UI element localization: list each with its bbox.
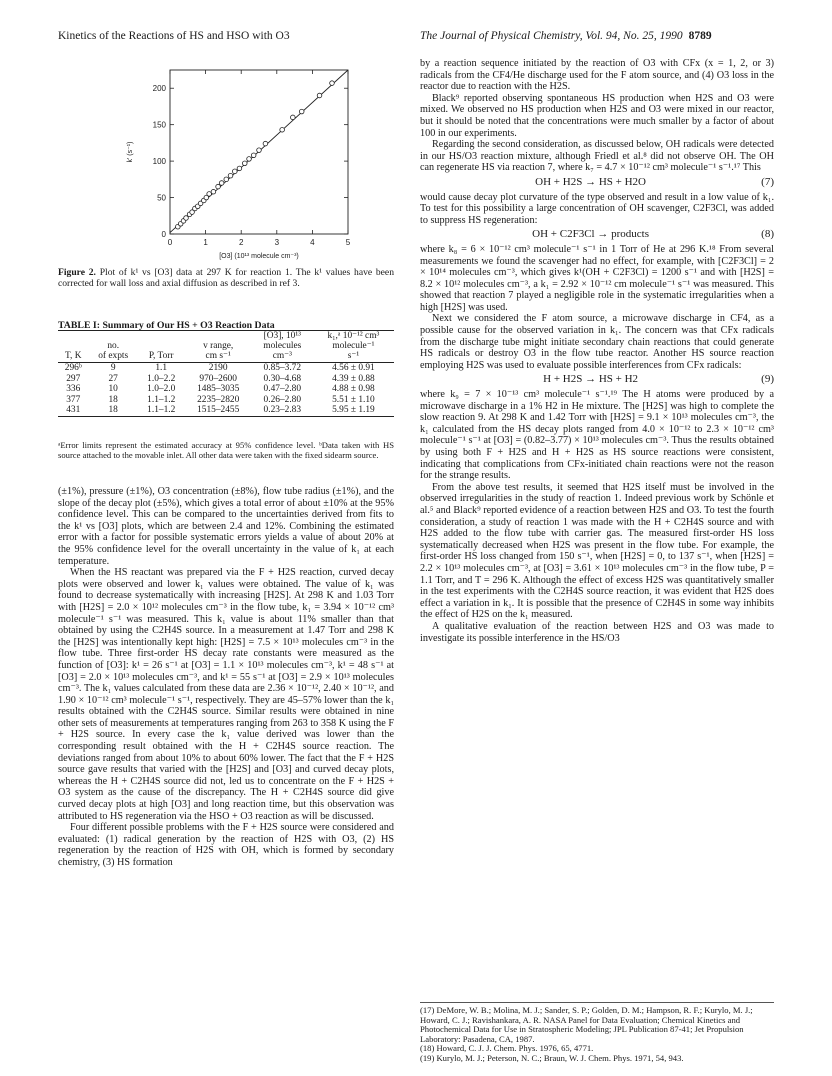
table-header-cell: P, Torr [138, 331, 185, 363]
page-number: 8789 [688, 30, 712, 42]
y-tick-label: 0 [161, 230, 166, 239]
table-cell: 2235–2820 [197, 394, 240, 405]
data-point [224, 177, 229, 182]
table-cell: 1.1 [155, 363, 168, 373]
x-tick-label: 0 [167, 238, 173, 247]
figure-caption [58, 268, 394, 290]
data-point [211, 189, 216, 194]
x-tick-label: 4 [310, 238, 315, 247]
table-cell: 18 [108, 394, 118, 405]
right-column-text [420, 58, 774, 644]
data-point [257, 148, 262, 153]
data-point [228, 173, 233, 178]
table-title: TABLE I: Summary of Our HS + O3 Reaction Data [58, 320, 275, 331]
x-tick-label: 1 [203, 238, 208, 247]
data-point [207, 192, 212, 197]
table-cell: 0.47–2.80 [263, 384, 302, 395]
table-cell: 297 [66, 373, 81, 384]
data-point [184, 216, 189, 221]
table-header-cell: [O3], 10¹³ molecules cm⁻³ [252, 331, 313, 363]
equation-text: H + H2S → HS + H2 [543, 373, 639, 386]
table-header [58, 331, 394, 363]
table-header-cell: k₁,ᵃ 10⁻¹² cm³ molecule⁻¹ s⁻¹ [313, 331, 394, 363]
table-cell: 5.51 ± 1.10 [332, 394, 375, 405]
plot-marks [170, 70, 348, 233]
figure-caption-text: Plot of k¹ vs [O3] data at 297 K for reaction 1. The k¹ values have been corrected for wall loss and axial diffusion as described in ref 3. [58, 267, 394, 289]
x-axis-label: [O3] (10¹³ molecule cm⁻³) [219, 253, 299, 260]
data-point [299, 109, 304, 114]
equation-number: (7) [761, 175, 774, 188]
table-cell: 1.0–2.2 [147, 373, 176, 384]
equation-8 [420, 229, 774, 241]
data-point [251, 153, 256, 158]
paragraph: where k₉ = 7 × 10⁻¹³ cm³ molecule⁻¹ s⁻¹.¹⁹ The H atoms were produced by a microwave discharge in a 1% H2 in He mixture. The [H2S] was high to complete the slow reaction 9. At 298 K and 1.42 Torr with [H2S] = 9.1 × 10¹³ molecules cm⁻³, the k₁ calculated from the HS decay plots ranged from 4.0 × 10⁻¹² to 2.3 × 10⁻¹² cm³ molecule⁻¹ s⁻¹ at [O3] = (0.82–3.77) × 10¹³ molecules cm⁻³. Thus the results obtained by using both F + H2S and H + H2S as HS source reactions were consistent, indicating that complications from CFx-initiated chain reactions were not the reason for the strange results. [420, 389, 774, 482]
references [420, 1002, 774, 1064]
paragraph: Black⁹ reported observing spontaneous HS production when H2S and O3 were mixed. We observed no HS production when H2S and O3 were mixed in our reactor, but it should be noted that the concentrations were much smaller by a factor of about 100 in our experiments. [420, 92, 774, 139]
paragraph: Regarding the second consideration, as discussed below, OH radicals were detected in our HS/O3 reaction mixture, although Friedl et al.⁸ did not observe OH. The OH can regenerate HS via reaction 7, where k₇ = 4.7 × 10⁻¹² cm³ molecule⁻¹ s⁻¹.¹⁷ This [420, 139, 774, 174]
paragraph: Four different possible problems with the F + H2S source were considered and evaluated: (1) radical generation by the reaction of H2S with O3, (2) HS regeneration by the reaction of H2S with OH, which is formed by secondary chemistry, (3) HS formation [58, 822, 394, 868]
paragraph: where k₈ = 6 × 10⁻¹² cm³ molecule⁻¹ s⁻¹ in 1 Torr of He at 296 K.¹⁸ From several measurements we found the scavenger had no effect, for example, with [C2F3Cl] = 2 × 10¹⁴ molecules cm⁻³, which gives k¹(OH + C2F3Cl) = 1200 s⁻¹ and with [H2S] = 8.2 × 10¹² molecules cm⁻³, a k₁ = 2.92 × 10⁻¹² cm molecule⁻¹ s⁻¹ was measured. This showed that reaction 7 played a negligible role in the systematic irregularities when a high [H2S] was used. [420, 243, 774, 313]
table-cell: 2190 [208, 363, 228, 373]
table-header-cell: no. of expts [88, 331, 137, 363]
journal-name: The Journal of Physical Chemistry, Vol. 94, No. 25, 1990 [420, 30, 683, 42]
running-title: Kinetics of the Reactions of HS and HSO with O3 [58, 30, 290, 42]
equation-text: OH + C2F3Cl → products [532, 228, 649, 241]
data-point [330, 81, 335, 86]
table-cell: 1.0–2.0 [147, 384, 176, 395]
reference-item: (19) Kurylo, M. J.; Peterson, N. C.; Braun, W. J. Chem. Phys. 1971, 54, 943. [420, 1052, 684, 1063]
data-point [317, 93, 322, 98]
table-cell: 336 [66, 384, 81, 395]
reference-item: (17) DeMore, W. B.; Molina, M. J.; Sander, S. P.; Golden, D. M.; Hampson, R. F.; Kurylo, M. J.; Howard, C. J.; Ravishankara, A. R. NASA Panel for Data Evaluation; Chemical Kinetics and Photochemical Data for Use in Stratospheric Modeling; JPL Publication 87-41; Jet Propulsion Laboratory: Pasadena, CA, 1987. [420, 1005, 753, 1044]
table-row [58, 405, 394, 416]
table-footnote: ᵃError limits represent the estimated accuracy at 95% confidence level. ᵇData taken with HS source attached to the movable inlet. All other data were taken with the fixed sidearm source. [58, 440, 394, 460]
data-point [242, 161, 247, 166]
table-cell: 970–2600 [199, 373, 237, 384]
table-header-cell: T, K [58, 331, 88, 363]
paragraph: Next we considered the F atom source, a microwave discharge in CF4, as a possible cause for the observed variation in k₁. The concern was that CFx radicals from the discharge tube might initiate secondary chain reactions that could generate HS radicals or destroy O3 in the flow tube reactor. Another HS source reaction employing H2S was used to evaluate possible interferences from CFx radicals: [420, 313, 774, 371]
table-cell: 0.85–3.72 [263, 363, 302, 373]
x-tick-label: 2 [238, 238, 244, 247]
data-point [280, 127, 285, 132]
data-point [216, 184, 221, 189]
equation-7 [420, 177, 774, 189]
x-tick-label: 3 [274, 238, 280, 247]
table-row [58, 384, 394, 395]
y-axis-label: k' (s⁻¹) [127, 141, 134, 163]
y-tick-label: 200 [152, 84, 166, 94]
table-cell: 1.1–1.2 [147, 405, 176, 416]
table-header-cell: v range, cm s⁻¹ [185, 331, 252, 363]
data-point [237, 166, 242, 171]
table-cell: 9 [110, 363, 116, 373]
table-row [58, 374, 394, 385]
table-row [58, 363, 394, 374]
table-cell: 377 [66, 394, 81, 405]
table-row [58, 395, 394, 406]
equation-text: OH + H2S → HS + H2O [535, 175, 646, 188]
table-cell: 1.1–1.2 [147, 394, 176, 405]
paragraph: A qualitative evaluation of the reaction between H2S and O3 was made to investigate its possible interference in the HS/O3 [420, 620, 774, 644]
data-point [232, 169, 237, 174]
table-cell: 4.88 ± 0.98 [332, 384, 375, 395]
figure-2-plot [58, 62, 394, 262]
figure-caption-label: Figure 2. [58, 267, 96, 278]
paragraph: When the HS reactant was prepared via the F + H2S reaction, curved decay plots were observed and lower k₁ values were obtained. The value of k₁ was found to decrease systematically with increasing [H2S]. At 298 K and 1.03 Torr with [H2S] = 2.0 × 10¹² molecules cm⁻³ in the flow tube, k₁ = 3.94 × 10⁻¹² cm³ molecule⁻¹ s⁻¹ was measured. This k₁ value is about 11% smaller than that obtained by using the C2H4S source. In a measurement at 1.47 Torr and 298 K the [H2S] was intentionally kept high: [H2S] = 7.5 × 10¹³ molecules cm⁻³ in the flow tube. Three first-order HS decay rate constants were measured as the function of [O3]: k¹ = 26 s⁻¹ at [O3] = 1.1 × 10¹³ molecules cm⁻³, k¹ = 48 s⁻¹ at [O3] = 2.0 × 10¹³ molecules cm⁻³, and k¹ = 55 s⁻¹ at [O3] = 2.9 × 10¹³ molecules cm⁻³. The k₁ values calculated from these data are 2.36 × 10⁻¹², 2.40 × 10⁻¹², and 1.90 × 10⁻¹² cm³ molecule⁻¹ s⁻¹, respectively. They are 45–57% lower than the k₁ results obtained with the C2H4S source. Similar results were obtained in nine other sets of measurements at temperatures ranging from 263 to 358 K using the F + H2S source. In every case the k₁ value derived was lower than the corresponding result obtained with the H + C2H4S source reaction. The deviations ranged from about 10% to about 60% lower. The fact that the F + H2S source gave results that varied with the [H2S] and [O3] and curved decay plots, whereas the H + C2H4S source did not, led us to concentrate on the F + H2S + O3 system as the cause of the discrepancy. The H + C2H4S source did give curved decay plots at high [O3] and long reaction time, but this observation was attributed to HS regeneration via the HSO + O3 reaction as will be discussed. [58, 567, 394, 822]
data-point [219, 181, 224, 186]
table-body [58, 363, 394, 416]
table-cell: 5.95 ± 1.19 [332, 405, 375, 416]
data-point [291, 115, 296, 120]
equation-number: (8) [761, 228, 774, 241]
table-cell: 431 [66, 405, 81, 416]
table-cell: 1515–2455 [197, 405, 240, 416]
y-tick-label: 50 [157, 193, 166, 203]
journal-citation [420, 30, 712, 42]
table-cell: 0.23–2.83 [263, 405, 302, 416]
reference-item: (18) Howard, C. J. J. Chem. Phys. 1976, 65, 4771. [420, 1043, 594, 1054]
data-point [263, 141, 268, 146]
paragraph: by a reaction sequence initiated by the reaction of O3 with CFx (x = 1, 2, or 3) radicals from the CF4/He discharge used for the F atom source, and (4) O3 loss in the reactor due to reaction with the H2S. [420, 58, 774, 93]
table-cell: 296ᵇ [64, 363, 82, 373]
x-tick-label: 5 [345, 238, 351, 247]
data-point [247, 157, 252, 162]
table-cell: 4.39 ± 0.88 [332, 373, 375, 384]
y-tick-label: 100 [152, 157, 166, 167]
table-cell: 27 [108, 373, 118, 384]
table-cell: 4.56 ± 0.91 [332, 363, 375, 373]
table-cell: 18 [108, 405, 118, 416]
equation-number: (9) [761, 373, 774, 386]
table-cell: 1485–3035 [197, 384, 240, 395]
table-header-row [58, 331, 394, 363]
paragraph: From the above test results, it seemed that H2S itself must be involved in the observed irregularities in the study of reaction 1. Indeed previous work by Schönle et al.⁵ and Black⁹ reported evidence of a reaction between H2S and O3. To test the fourth consideration, a study of reaction 1 was made with the H + C2H4S source and with H2S added to the flow tube with carrier gas. The measured first-order HS loss systematically decreased when H2S was present in the flow tube. For example, the first-order HS loss changed from 150 s⁻¹, when [H2S] = 0, to 137 s⁻¹, when [H2S] = 2.2 × 10¹³ molecules cm⁻³, at [O3] = 3.61 × 10¹³ molecules cm⁻³ in the flow tube, P = 1.1 Torr, and T = 296 K. Although the effect of excess H2S was quantitatively smaller in the test experiments with the C2H4S source reaction, it was evident that H2S does effect a variation in k₁. It is possible that the presence of C2H4S in some way inhibits the effect of H2S on the k₁ measured. [420, 481, 774, 621]
left-column-text [58, 486, 394, 869]
paragraph: would cause decay plot curvature of the type observed and result in a low value of k₁. To test for this possibility a large concentration of OH scavenger, C2F3Cl, was added to suppress HS regeneration: [420, 191, 774, 226]
table-1 [58, 330, 394, 417]
table-cell: 0.30–4.68 [263, 373, 302, 384]
table-cell: 10 [108, 384, 118, 395]
paragraph: (±1%), pressure (±1%), O3 concentration (±8%), flow tube radius (±1%), and the slope of the decay plot (±5%), which gives a total error of about ±10% at the 95% confidence level. This can be compared to the uncertainties derived from fits to the k¹ vs [O3] plots, which are between 2.4 and 12%. Combining the estimated error with a factor for possible systematic errors yields a value of about 20% at the 95% confidence level for the overall uncertainty in the value of k₁ at each temperature. [58, 486, 394, 567]
equation-9 [420, 374, 774, 386]
table-cell: 0.26–2.80 [263, 394, 302, 405]
y-tick-label: 150 [152, 120, 166, 130]
